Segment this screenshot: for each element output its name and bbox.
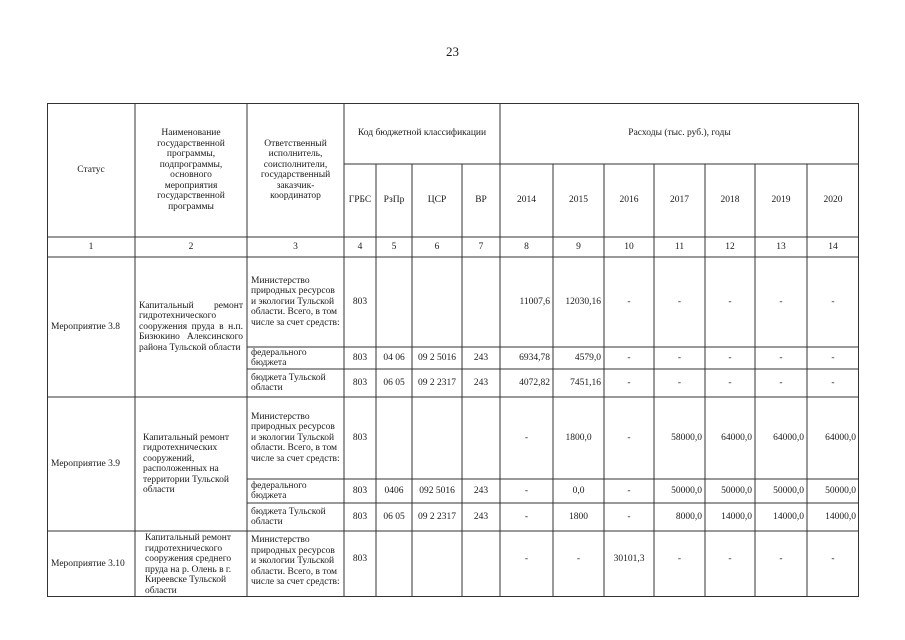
- budget-table: [47, 103, 859, 597]
- header-year: 2020: [823, 195, 843, 206]
- expense-value: -: [627, 511, 631, 522]
- column-number: 4: [357, 241, 363, 252]
- column-number: 14: [828, 241, 838, 252]
- expense-value: -: [576, 553, 581, 564]
- grbs-value: 803: [352, 485, 368, 496]
- measure-status: Мероприятие 3.10: [51, 558, 125, 569]
- header-status: Статус: [77, 164, 105, 175]
- header-program-name: Наименование государственной программы, подпрограммы, основного мероприятия государственной программы: [157, 128, 225, 212]
- expense-value: -: [779, 352, 783, 363]
- header-grbs: ГРБС: [348, 195, 372, 206]
- column-number: 5: [391, 241, 397, 252]
- responsible-regional: бюджета Тульской области: [251, 506, 326, 527]
- expense-value: -: [627, 296, 631, 307]
- responsible-federal: федерального бюджета: [251, 347, 307, 368]
- responsible-regional: бюджета Тульской области: [251, 372, 326, 393]
- header-year: 2017: [670, 195, 689, 206]
- header-vr: ВР: [475, 195, 487, 206]
- expense-value: -: [831, 352, 835, 363]
- expense-value: 6934,78: [519, 352, 550, 363]
- expense-value: 50000,0: [671, 485, 702, 496]
- expense-value: -: [627, 485, 631, 496]
- header-year: 2019: [771, 195, 791, 206]
- expense-value: 14000,0: [825, 511, 856, 522]
- rzpr-value: 06 05: [383, 511, 405, 522]
- expense-value: -: [677, 377, 682, 388]
- expense-value: 11007,6: [519, 296, 550, 307]
- header-year: 2015: [569, 195, 588, 206]
- measure-status: Мероприятие 3.8: [51, 321, 121, 332]
- grbs-value: 803: [352, 511, 368, 522]
- expense-value: -: [831, 377, 835, 388]
- header-year: 2016: [619, 195, 639, 206]
- column-number: 10: [624, 241, 634, 252]
- header-rzpr: РзПр: [383, 195, 405, 206]
- csr-value: 092 5016: [419, 485, 455, 496]
- grbs-value: 803: [352, 352, 368, 363]
- expense-value: -: [524, 553, 529, 564]
- expense-value: 64000,0: [773, 432, 804, 443]
- expense-value: -: [728, 553, 732, 564]
- expense-value: -: [779, 296, 783, 307]
- header-responsible: Ответственный исполнитель, соисполнители, государственный заказчик-координатор: [260, 138, 331, 201]
- header-year: 2014: [517, 195, 536, 206]
- responsible-total: Министерство природных ресурсов и экологии Тульской области. Всего, в том числе за счет средств:: [251, 411, 340, 464]
- column-number: 13: [776, 241, 786, 252]
- page-number: 23: [446, 44, 459, 59]
- responsible-total: Министерство природных ресурсов и экологии Тульской области. Всего, в том числе за счет средств:: [251, 275, 340, 328]
- expense-value: 4579,0: [574, 352, 601, 363]
- grbs-value: 803: [352, 432, 368, 443]
- expense-value: -: [779, 553, 783, 564]
- responsible-federal: федерального бюджета: [251, 480, 307, 501]
- header-year: 2018: [720, 195, 740, 206]
- csr-value: 09 2 2317: [418, 377, 456, 388]
- expense-value: 14000,0: [721, 511, 752, 522]
- expense-value: -: [627, 352, 631, 363]
- rzpr-value: 0406: [384, 485, 404, 496]
- column-number: 8: [524, 241, 529, 252]
- header-expenses: Расходы (тыс. руб.), годы: [628, 128, 731, 139]
- expense-value: -: [677, 352, 682, 363]
- csr-value: 09 2 5016: [418, 352, 456, 363]
- expense-value: 30101,3: [613, 553, 645, 564]
- column-number: 12: [725, 241, 735, 252]
- header-budget-code: Код бюджетной классификации: [357, 128, 487, 139]
- expense-value: 64000,0: [825, 432, 856, 443]
- column-number: 9: [576, 241, 581, 252]
- vr-value: 243: [473, 377, 489, 388]
- csr-value: 09 2 2317: [418, 511, 456, 522]
- rzpr-value: 04 06: [383, 352, 405, 363]
- measure-status: Мероприятие 3.9: [51, 458, 121, 469]
- header-csr: ЦСР: [427, 195, 447, 206]
- expense-value: -: [524, 432, 529, 443]
- expense-value: -: [779, 377, 783, 388]
- expense-value: 64000,0: [721, 432, 752, 443]
- expense-value: -: [677, 553, 682, 564]
- expense-value: 50000,0: [773, 485, 804, 496]
- column-number: 1: [88, 241, 94, 252]
- rzpr-value: 06 05: [383, 377, 405, 388]
- measure-name: Капитальный ремонт гидротехнических сооружений, расположенных на территории Тульской области: [143, 432, 230, 495]
- expense-value: 0,0: [572, 485, 585, 496]
- expense-value: 14000,0: [773, 511, 804, 522]
- vr-value: 243: [473, 511, 489, 522]
- column-number: 3: [293, 241, 298, 252]
- expense-value: -: [524, 485, 529, 496]
- expense-value: 4072,82: [519, 377, 550, 388]
- column-number: 2: [188, 241, 194, 252]
- expense-value: 1800,0: [565, 432, 592, 443]
- grbs-value: 803: [352, 296, 368, 307]
- responsible-total: Министерство природных ресурсов и экологии Тульской области. Всего, в том числе за счет средств:: [251, 535, 340, 587]
- column-number: 7: [478, 241, 484, 252]
- vr-value: 243: [473, 352, 489, 363]
- expense-value: -: [627, 377, 631, 388]
- expense-value: -: [728, 377, 732, 388]
- measure-name: Капитальный ремонт гидротехнического сооружения среднего пруда на р. Олень в г. Киреевске Тульской области: [145, 533, 232, 596]
- expense-value: -: [728, 296, 732, 307]
- expense-value: 12030,16: [565, 296, 601, 307]
- expense-value: 7451,16: [570, 377, 601, 388]
- column-number: 6: [434, 241, 440, 252]
- measure-name: Капитальный ремонт гидротехнического сооружения пруда в н.п. Бизюкино Алексинского района Тульской области: [139, 300, 243, 353]
- expense-value: 58000,0: [671, 432, 702, 443]
- column-number: 11: [674, 241, 685, 252]
- expense-value: 1800: [569, 511, 588, 522]
- expense-value: -: [524, 511, 529, 522]
- expense-value: 8000,0: [675, 511, 702, 522]
- expense-value: -: [627, 432, 631, 443]
- expense-value: -: [831, 553, 835, 564]
- expense-value: -: [728, 352, 732, 363]
- vr-value: 243: [473, 485, 489, 496]
- grbs-value: 803: [352, 377, 368, 388]
- expense-value: -: [831, 296, 835, 307]
- expense-value: 50000,0: [721, 485, 752, 496]
- grbs-value: 803: [352, 553, 368, 564]
- expense-value: 50000,0: [825, 485, 856, 496]
- expense-value: -: [677, 296, 682, 307]
